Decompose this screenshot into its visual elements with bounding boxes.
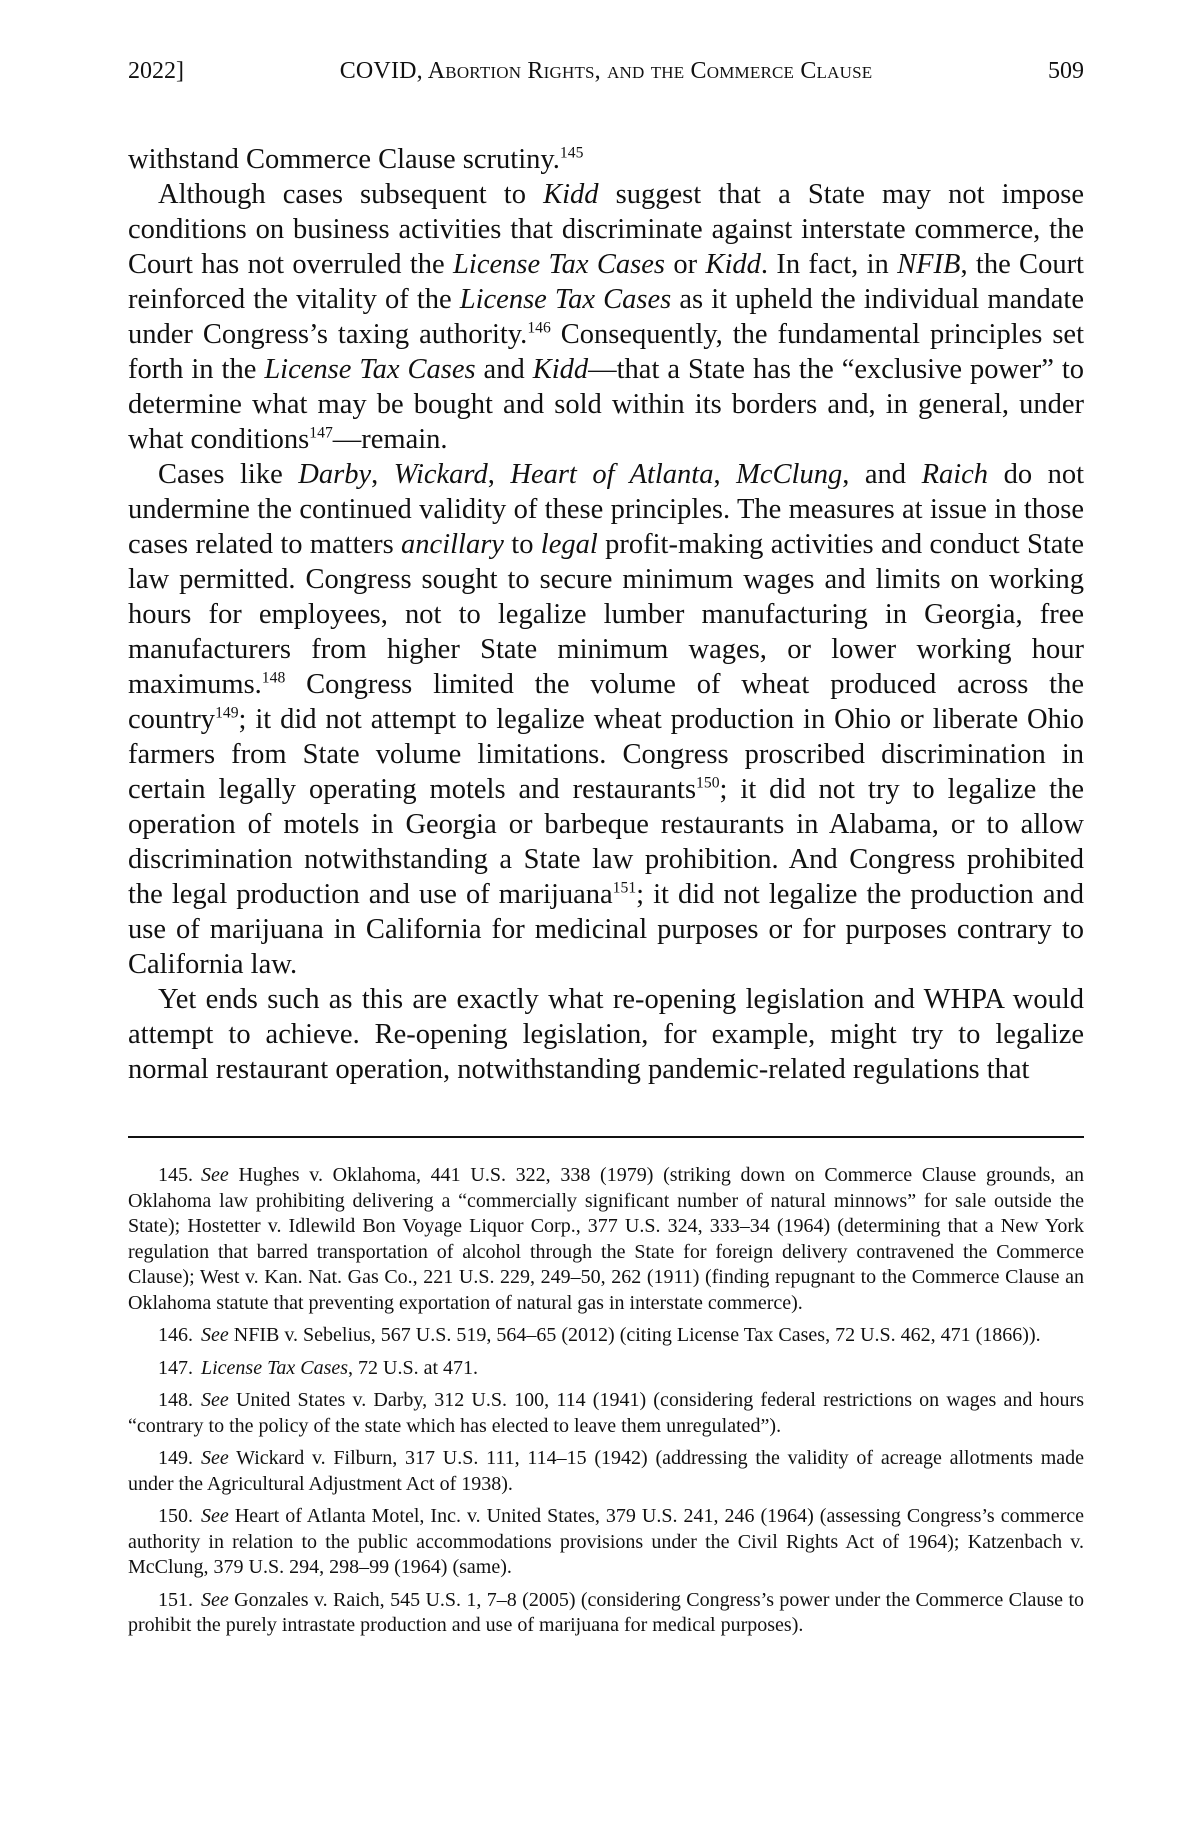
footnote-149: 149. See Wickard v. Filburn, 317 U.S. 111, 114–15 (1942) (addressing the validity of acreage allotments made under the Agricultural Adjustment Act of 1938). — [128, 1447, 1084, 1495]
running-header — [128, 58, 1084, 90]
paragraph-3: Cases like Darby, Wickard, Heart of Atlanta, McClung, and Raich do not undermine the continued validity of these principles. The measures at issue in those cases related to matters ancillary to legal profit-making activities and conduct State law permitted. Congress sought to secure minimum wages and limits on working hours for employees, not to legalize lumber manufacturing in Georgia, free manufacturers from higher State minimum wages, or lower working hour maximums.$^{148}$ Congress limited the volume of wheat produced across the country$^{149}$; it did not attempt to legalize wheat production in Ohio or liberate Ohio farmers from State volume limitations. Congress proscribed discrimination in certain legally operating motels and restaurants$^{150}$; it did not try to legalize the operation of motels in Georgia or barbeque restaurants in Alabama, or to allow discrimination notwithstanding a State law prohibition. And Congress prohibited the legal production and use of marijuana$^{151}$; it did not legalize the production and use of marijuana in California for medicinal purposes or for purposes contrary to California law. — [128, 459, 1085, 980]
footnote-151: 151. See Gonzales v. Raich, 545 U.S. 1, 7–8 (2005) (considering Congress’s power under the Commerce Clause to prohibit the purely intrastate production and use of marijuana for medical purposes). — [128, 1588, 1084, 1636]
footnote-ref-147[interactable]: 147 — [309, 424, 333, 442]
footnote-ref-148[interactable]: 148 — [261, 669, 286, 687]
footnote-divider — [128, 1136, 1084, 1138]
footnote-145: 145. See Hughes v. Oklahoma, 441 U.S. 322, 338 (1979) (striking down on Commerce Clause grounds, an Oklahoma law prohibiting delivering a “commercially significant number of natural minnows” for sale outside the State); Hostetter v. Idlewild Bon Voyage Liquor Corp., 377 U.S. 324, 333–34 (1964) (determining that a New York regulation that barred transportation of alcohol through the State for foreign delivery contravened the Commerce Clause); West v. Kan. Nat. Gas Co., 221 U.S. 229, 249–50, 262 (1911) (finding repugnant to the Commerce Clause an Oklahoma statute that preventing exportation of natural gas in interstate commerce). — [128, 1164, 1084, 1314]
footnote-ref-145[interactable]: 145 — [559, 144, 584, 162]
footnotes — [128, 1163, 1084, 1646]
footnote-ref-151[interactable]: 151 — [612, 879, 637, 897]
footnote-ref-150[interactable]: 150 — [696, 774, 720, 792]
header-title: COVID, Abortion Rights, and the Commerce Clause — [339, 58, 873, 84]
paragraph-4: Yet ends such as this are exactly what re-opening legislation and WHPA would attempt to achieve. Re-opening legislation, for example, might try to legalize normal restaurant operation, notwithstanding pandemic-related regulations that — [128, 984, 1084, 1085]
page-number: 509 — [1048, 58, 1084, 84]
main-text — [128, 142, 1084, 1087]
paragraph-1: withstand Commerce Clause scrutiny.$^{145}$ — [128, 144, 584, 175]
footnote-150: 150. See Heart of Atlanta Motel, Inc. v. United States, 379 U.S. 241, 246 (1964) (assessing Congress’s commerce authority in relation to the public accommodations provisions under the Civil Rights Act of 1964); Katzenbach v. McClung, 379 U.S. 294, 298–99 (1964) (same). — [128, 1505, 1084, 1578]
paragraph-2: Although cases subsequent to Kidd suggest that a State may not impose conditions on business activities that discriminate against interstate commerce, the Court has not overruled the License Tax Cases or Kidd. In fact, in NFIB, the Court reinforced the vitality of the License Tax Cases as it upheld the individual mandate under Congress’s taxing authority.$^{146}$ Consequently, the fundamental principles set forth in the License Tax Cases and Kidd—that a State has the “exclusive power” to determine what may be bought and sold within its borders and, in general, under what conditions$^{147}$—remain. — [128, 179, 1084, 455]
footnote-146: 146. See NFIB v. Sebelius, 567 U.S. 519, 564–65 (2012) (citing License Tax Cases, 72 U.S. 462, 471 (1866)). — [158, 1324, 1041, 1346]
footnote-147: 147. License Tax Cases, 72 U.S. at 471. — [158, 1356, 479, 1379]
footnote-148: 148. See United States v. Darby, 312 U.S. 100, 114 (1941) (considering federal restrictions on wages and hours “contrary to the policy of the state which has elected to leave them unregulated”). — [128, 1389, 1084, 1437]
header-year: 2022] — [128, 58, 184, 84]
footnote-ref-146[interactable]: 146 — [527, 319, 551, 337]
footnote-ref-149[interactable]: 149 — [215, 704, 239, 722]
